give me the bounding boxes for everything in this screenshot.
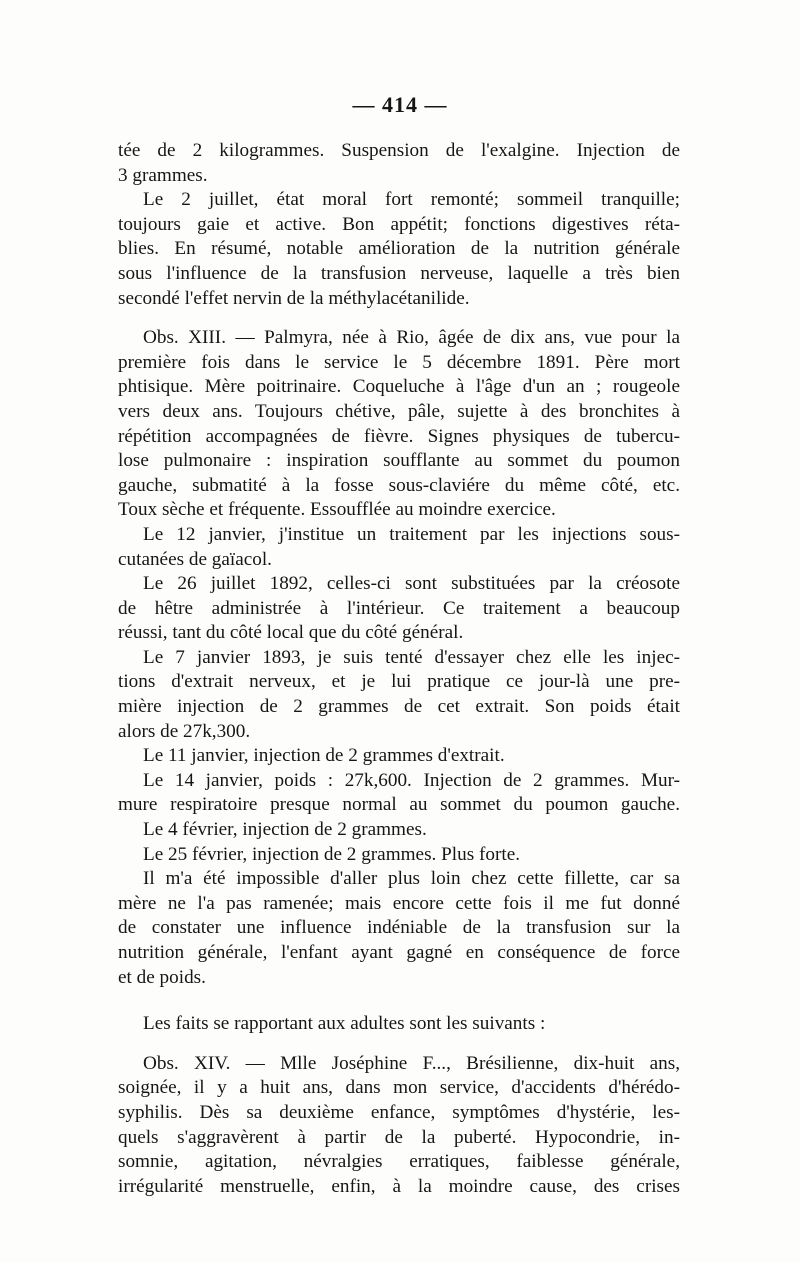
text-line: blies. En résumé, notable amélioration de la nutrition générale [118, 238, 680, 260]
text-line: 3 grammes. [118, 164, 208, 186]
text-line: quels s'aggravèrent à partir de la puberté. Hypocondrie, in- [118, 1126, 680, 1148]
text-line: syphilis. Dès sa deuxième enfance, symptômes d'hystérie, les- [118, 1101, 680, 1123]
text-line: somnie, agitation, névralgies erratiques, faiblesse générale, [118, 1151, 680, 1173]
text-line: Le 11 janvier, injection de 2 grammes d'extrait. [143, 745, 505, 767]
text-line: réussi, tant du côté local que du côté général. [118, 622, 464, 644]
text-line: Le 26 juillet 1892, celles-ci sont substituées par la créosote [143, 573, 680, 595]
text-line: de hêtre administrée à l'intérieur. Ce traitement a beaucoup [118, 597, 680, 619]
text-line: Toux sèche et fréquente. Essoufflée au moindre exercice. [118, 499, 556, 521]
page-body [118, 139, 680, 1199]
text-line: irrégularité menstruelle, enfin, à la moindre cause, des crises [118, 1175, 680, 1197]
text-line: mure respiratoire presque normal au sommet du poumon gauche. [118, 794, 680, 816]
observation-heading-xiv: Obs. XIV. — Mlle Joséphine F..., Brésilienne, dix-huit ans, [143, 1052, 680, 1074]
text-line: Le 4 février, injection de 2 grammes. [143, 819, 427, 841]
text-line: tions d'extrait nerveux, et je lui pratique ce jour-là une pre- [118, 671, 680, 693]
text-line: sous l'influence de la transfusion nerveuse, laquelle a très bien [118, 262, 680, 284]
text-line: Le 14 janvier, poids : 27k,600. Injection de 2 grammes. Mur- [143, 769, 680, 791]
text-line: Le 25 février, injection de 2 grammes. Plus forte. [143, 843, 521, 865]
text-line: alors de 27k,300. [118, 720, 251, 742]
text-line: Le 2 juillet, état moral fort remonté; sommeil tranquille; [143, 189, 680, 211]
text-line: lose pulmonaire : inspiration soufflante au sommet du poumon [118, 450, 680, 472]
text-line: phtisique. Mère poitrinaire. Coqueluche à l'âge d'un an ; rougeole [118, 376, 680, 398]
text-line: toujours gaie et active. Bon appétit; fonctions digestives réta- [118, 213, 680, 235]
text-line: Le 7 janvier 1893, je suis tenté d'essayer chez elle les injec- [143, 646, 680, 668]
text-line: soignée, il y a huit ans, dans mon service, d'accidents d'hérédo- [118, 1077, 680, 1099]
text-line: tée de 2 kilogrammes. Suspension de l'exalgine. Injection de [118, 140, 680, 161]
text-line: secondé l'effet nervin de la méthylacétanilide. [118, 287, 470, 309]
text-line: répétition accompagnées de fièvre. Signes physiques de tubercu- [118, 425, 680, 447]
text-line: mière injection de 2 grammes de cet extrait. Son poids était [118, 696, 680, 718]
section-intro-adults: Les faits se rapportant aux adultes sont les suivants : [143, 1013, 546, 1035]
observation-heading-xiii: Obs. XIII. — Palmyra, née à Rio, âgée de dix ans, vue pour la [143, 327, 680, 349]
text-line: Il m'a été impossible d'aller plus loin chez cette fillette, car sa [143, 868, 680, 890]
text-line: première fois dans le service le 5 décembre 1891. Père mort [118, 351, 680, 373]
text-line: gauche, submatité à la fosse sous-claviére du même côté, etc. [118, 474, 680, 496]
page-number: — 414 — [352, 92, 448, 117]
text-line: mère ne l'a pas ramenée; mais encore cette fois il me fut donné [118, 892, 680, 914]
text-line: nutrition générale, l'enfant ayant gagné en conséquence de force [118, 942, 680, 963]
text-line: Le 12 janvier, j'institue un traitement par les injections sous- [143, 523, 680, 545]
text-line: vers deux ans. Toujours chétive, pâle, sujette à des bronchites à [118, 400, 680, 422]
text-line: et de poids. [118, 966, 206, 988]
text-line: cutanées de gaïacol. [118, 548, 272, 570]
text-line: de constater une influence indéniable de la transfusion sur la [118, 917, 680, 939]
